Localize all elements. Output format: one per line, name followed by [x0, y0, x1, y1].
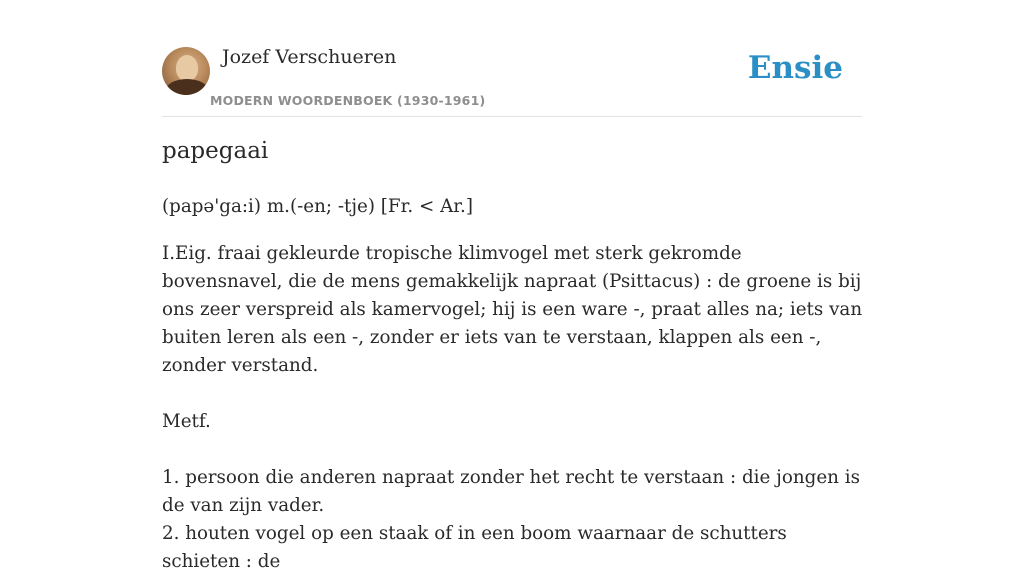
definition: I.Eig. fraai gekleurde tropische klimvogel met sterk gekromde bovensnavel, die de mens gemakkelijk napraat (Psittacus) : de groene is bij ons zeer verspreid als kamervogel; hij is een ware -, praat alles na; iets van buiten leren als een -, zonder er iets van te verstaan, klappen als een -, zonder verstand.	[162, 243, 863, 376]
spacer	[162, 380, 866, 408]
source-label[interactable]: MODERN WOORDENBOEK (1930-1961)	[210, 93, 486, 108]
author-avatar[interactable]	[162, 47, 210, 95]
spacer	[162, 436, 866, 464]
sense-item: 2. houten vogel op een staak of in een boom waarnaar de schutters schieten : de	[162, 523, 787, 572]
page-container	[162, 0, 863, 572]
sense-item: 1. persoon die anderen napraat zonder het recht te verstaan : die jongen is de van zijn vader.	[162, 467, 860, 516]
page-title: papegaai	[162, 138, 269, 164]
avatar-coat	[166, 79, 208, 95]
author-name[interactable]: Jozef Verschueren	[222, 46, 397, 68]
site-logo[interactable]: Ensie	[747, 50, 843, 86]
metf-label: Metf.	[162, 411, 211, 432]
pronunciation: (papə'ga:i) m.(-en; -tje) [Fr. < Ar.]	[162, 196, 473, 217]
entry-body	[162, 193, 866, 576]
header	[162, 0, 862, 117]
avatar-face	[176, 55, 198, 81]
